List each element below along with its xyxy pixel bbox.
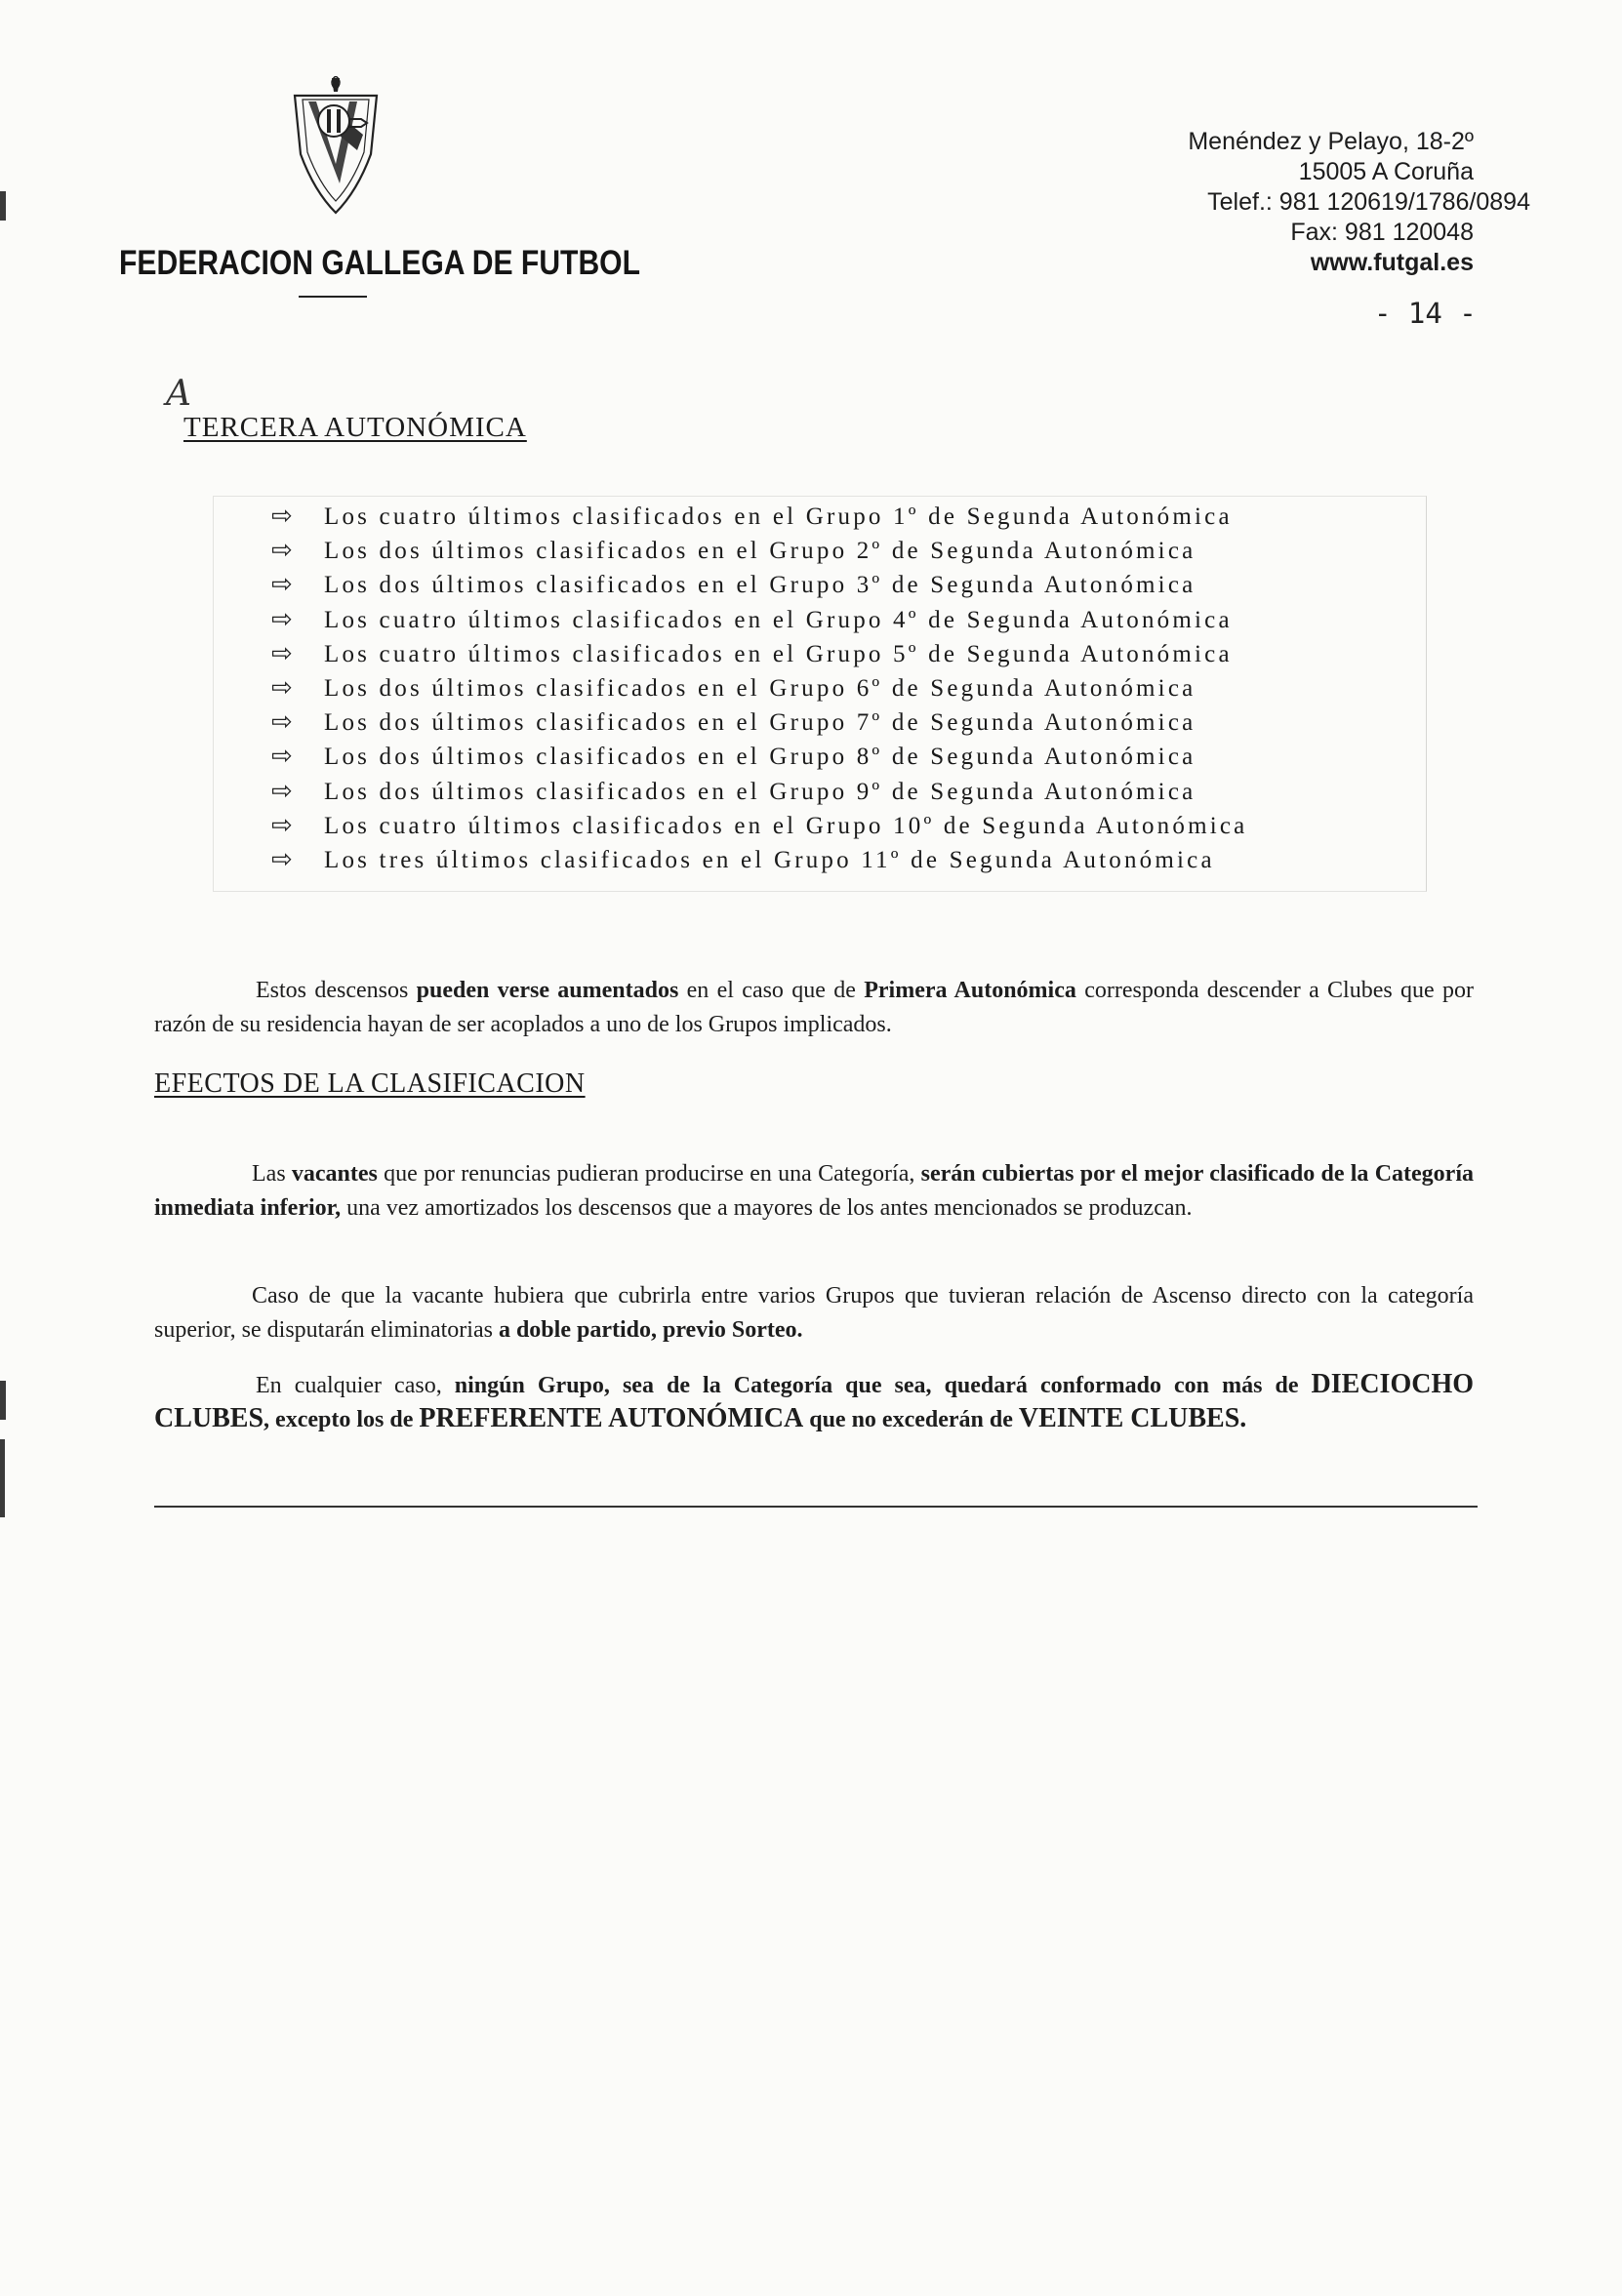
emphasis-run: PREFERENTE AUTONÓMICA — [419, 1403, 804, 1433]
federation-crest-icon — [289, 76, 383, 222]
arrow-right-icon: ⇨ — [271, 536, 293, 566]
text-run: Estos descensos — [256, 978, 417, 1003]
list-item — [271, 637, 1247, 671]
website-link[interactable]: www.futgal.es — [1310, 249, 1474, 276]
list-item — [271, 568, 1247, 602]
relegation-list — [271, 500, 1247, 877]
arrow-right-icon: ⇨ — [271, 604, 293, 634]
text-run: en el caso que de — [678, 978, 865, 1003]
scan-edge-mark — [0, 191, 6, 221]
list-item-text: Los dos últimos clasificados en el Grupo 3º de Segunda Autonómica — [324, 572, 1196, 599]
contact-block — [1081, 127, 1530, 278]
list-item — [271, 740, 1247, 774]
bold-run: serán cubiertas por el mejor clasificado de la Categoría inmediata inferior, — [154, 1161, 1474, 1221]
arrow-right-icon: ⇨ — [271, 810, 293, 840]
footer-divider — [154, 1506, 1478, 1508]
arrow-right-icon: ⇨ — [271, 570, 293, 600]
bold-run: que no excederán de — [803, 1407, 1019, 1432]
list-item-text: Los cuatro últimos clasificados en el Grupo 1º de Segunda Autonómica — [324, 504, 1233, 530]
paragraph-vacantes — [154, 1157, 1474, 1226]
list-item — [271, 775, 1247, 809]
federation-name: FEDERACION GALLEGA DE FUTBOL — [119, 244, 640, 282]
list-item — [271, 671, 1247, 705]
list-item — [271, 705, 1247, 740]
arrow-right-icon: ⇨ — [271, 742, 293, 772]
scan-edge-mark — [0, 1381, 6, 1420]
bold-run: Primera Autonómica — [864, 978, 1076, 1003]
text-run: Las — [252, 1161, 292, 1187]
list-item-text: Los dos últimos clasificados en el Grupo 7º de Segunda Autonómica — [324, 709, 1196, 737]
bold-run: a doble partido, previo Sorteo. — [498, 1317, 803, 1343]
arrow-right-icon: ⇨ — [271, 707, 293, 738]
section-title-tercera: TERCERA AUTONÓMICA — [183, 412, 527, 443]
list-item — [271, 809, 1247, 843]
list-item — [271, 500, 1247, 534]
list-item-text: Los cuatro últimos clasificados en el Grupo 10º de Segunda Autonómica — [324, 812, 1248, 839]
emphasis-run: DIECIOCHO CLUBES — [154, 1369, 1474, 1433]
bold-run: vacantes — [291, 1161, 378, 1187]
text-run: corresponda descender a Clubes que por razón de su residencia hayan de ser acoplados a uno de los Grupos implicados. — [154, 978, 1475, 1037]
fax-number: Fax: 981 120048 — [1290, 219, 1474, 246]
text-run: En cualquier caso, — [256, 1373, 455, 1398]
bold-run: , excepto los de — [264, 1407, 420, 1432]
list-item-text: Los tres últimos clasificados en el Grupo 11º de Segunda Autonómica — [324, 846, 1215, 873]
list-item — [271, 843, 1247, 877]
paragraph-eliminatorias — [154, 1279, 1474, 1348]
list-item — [271, 603, 1247, 637]
list-item-text: Los cuatro últimos clasificados en el Grupo 4º de Segunda Autonómica — [324, 606, 1233, 633]
header-divider — [299, 296, 367, 298]
handwritten-mark: A — [166, 374, 191, 414]
list-item-text: Los dos últimos clasificados en el Grupo 8º de Segunda Autonómica — [324, 744, 1196, 771]
paragraph-limite-clubes — [154, 1368, 1474, 1436]
text-run: que por renuncias pudieran producirse en una Categoría, — [377, 1161, 921, 1187]
paragraph-descensos — [154, 974, 1474, 1042]
list-item-text: Los cuatro últimos clasificados en el Grupo 5º de Segunda Autonómica — [324, 640, 1233, 667]
phone-number: Telef.: 981 120619/1786/0894 — [1207, 188, 1530, 216]
list-item — [271, 534, 1247, 568]
scan-edge-mark — [0, 1439, 5, 1517]
emphasis-run: VEINTE CLUBES. — [1018, 1403, 1247, 1433]
text-run: una vez amortizados los descensos que a mayores de los antes mencionados se produzcan. — [341, 1195, 1193, 1221]
list-item-text: Los dos últimos clasificados en el Grupo 9º de Segunda Autonómica — [324, 778, 1196, 805]
arrow-right-icon: ⇨ — [271, 844, 293, 874]
address-line-street: Menéndez y Pelayo, 18-2º — [1188, 128, 1474, 155]
list-item-text: Los dos últimos clasificados en el Grupo 2º de Segunda Autonómica — [324, 538, 1196, 565]
page-number: - 14 - — [1374, 297, 1477, 330]
text-run: Caso de que la vacante hubiera que cubrirla entre varios Grupos que tuvieran relación de Ascenso directo con la categoría superior, se disputarán eliminatorias — [154, 1283, 1474, 1343]
arrow-right-icon: ⇨ — [271, 638, 293, 668]
address-line-city: 15005 A Coruña — [1298, 158, 1474, 185]
arrow-right-icon: ⇨ — [271, 502, 293, 531]
arrow-right-icon: ⇨ — [271, 776, 293, 806]
list-item-text: Los dos últimos clasificados en el Grupo 6º de Segunda Autonómica — [324, 674, 1196, 702]
arrow-right-icon: ⇨ — [271, 672, 293, 703]
bold-run: pueden verse aumentados — [416, 978, 679, 1003]
section-title-efectos: EFECTOS DE LA CLASIFICACION — [154, 1068, 586, 1099]
bold-run: ningún Grupo, sea de la Categoría que sea, quedará conformado con más de — [454, 1373, 1312, 1398]
